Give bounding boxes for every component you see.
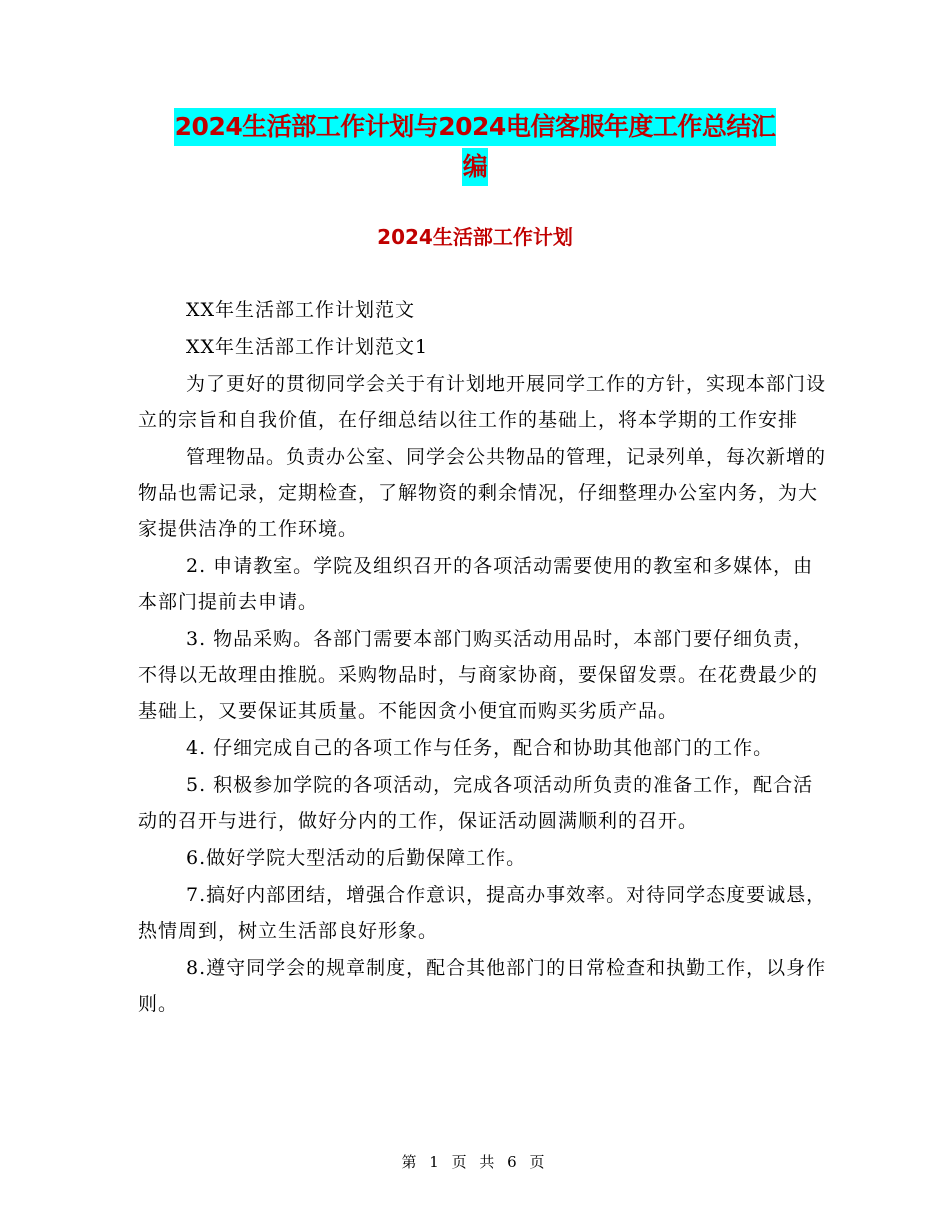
page-footer: 第 1 页 共 6 页 — [401, 1153, 549, 1171]
paragraph: 5. 积极参加学院的各项活动，完成各项活动所负责的准备工作，配合活动的召开与进行，做好分内的工作，保证活动圆满顺利的召开。 — [138, 774, 814, 832]
paragraph: 7.搞好内部团结，增强合作意识，提高办事效率。对待同学态度要诚恳，热情周到，树立生活部良好形象。 — [138, 884, 827, 942]
section-heading: 2024生活部工作计划 — [377, 225, 573, 249]
paragraph: XX年生活部工作计划范文 — [186, 299, 416, 321]
document-body — [138, 292, 828, 1023]
paragraph: 6.做好学院大型活动的后勤保障工作。 — [186, 847, 527, 869]
paragraph: 管理物品。负责办公室、同学会公共物品的管理，记录列单，每次新增的物品也需记录，定期检查，了解物资的剩余情况，仔细整理办公室内务，为大家提供洁净的工作环境。 — [138, 446, 827, 540]
paragraph: 8.遵守同学会的规章制度，配合其他部门的日常检查和执勤工作，以身作则。 — [138, 957, 827, 1015]
document-title — [0, 108, 950, 186]
document-title-line-1: 2024生活部工作计划与2024电信客服年度工作总结汇 — [174, 108, 777, 146]
paragraph: 4. 仔细完成自己的各项工作与任务，配合和协助其他部门的工作。 — [186, 737, 774, 759]
paragraph: 为了更好的贯彻同学会关于有计划地开展同学工作的方针，实现本部门设立的宗旨和自我价值，在仔细总结以往工作的基础上，将本学期的工作安排 — [138, 373, 827, 431]
document-title-line-2: 编 — [462, 148, 489, 186]
paragraph: 3. 物品采购。各部门需要本部门购买活动用品时，本部门要仔细负责，不得以无故理由推脱。采购物品时，与商家协商，要保留发票。在花费最少的基础上，又要保证其质量。不能因贪小便宜而购买劣质产品。 — [138, 628, 819, 722]
paragraph: XX年生活部工作计划范文1 — [186, 336, 429, 358]
paragraph: 2. 申请教室。学院及组织召开的各项活动需要使用的教室和多媒体，由本部门提前去申请。 — [138, 555, 814, 613]
